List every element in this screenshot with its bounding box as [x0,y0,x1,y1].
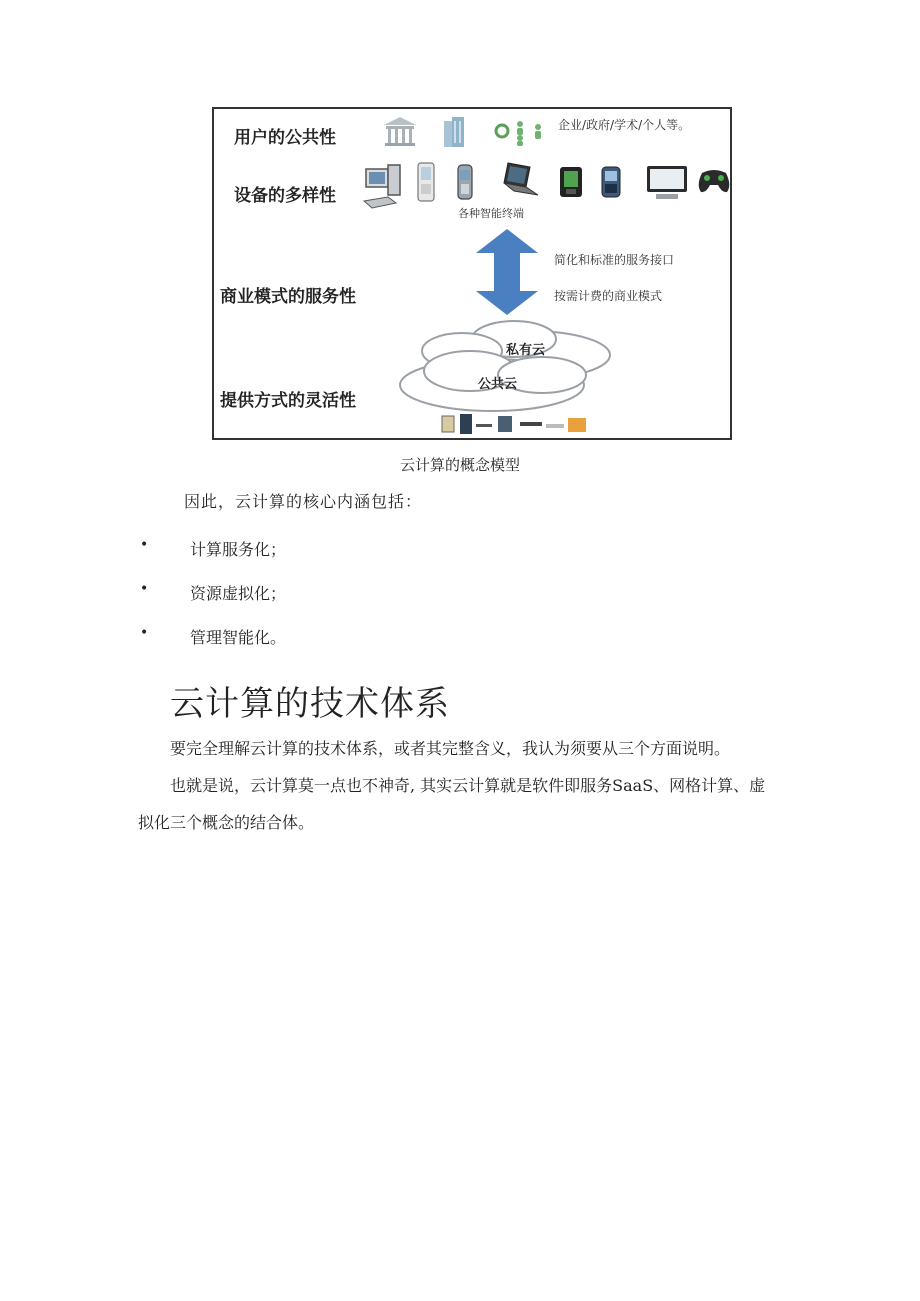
list-item [0,581,920,605]
section-heading: 云计算的技术体系 [170,684,450,724]
list-item-text: 管理智能化。 [190,628,287,647]
intro-sentence: 因此，云计算的核心内涵包括： [184,492,423,511]
row-label-user-publicity: 用户的公共性 [234,128,336,148]
service-interface-note: 简化和标准的服务接口 [554,253,675,267]
server-hardware-icon [438,412,598,436]
private-cloud-label: 私有云 [506,343,546,358]
smart-terminals-note: 各种智能终端 [458,207,524,220]
list-item [0,625,920,649]
laptop-icon [500,161,540,199]
list-item [0,537,920,561]
list-item-text: 资源虚拟化； [190,584,287,603]
paragraph-1: 要完全理解云计算的技术体系，或者其完整含义，我认为须要从三个方面说明。 [170,739,731,758]
handheld-device-icon [558,165,584,199]
tv-monitor-icon [644,163,690,203]
cloud-illustration [392,315,622,421]
row-label-delivery-flexibility: 提供方式的灵活性 [220,391,356,411]
billing-model-note: 按需计费的商业模式 [554,289,663,303]
people-group-icon [494,115,546,147]
game-controller-icon [696,165,732,195]
office-tower-icon [440,115,468,149]
mobile-phone-icon [456,163,474,201]
paragraph-2-line-2: 拟化三个概念的结合体。 [138,813,315,832]
desktop-pc-icon [362,161,408,211]
cloud-concept-model-figure [212,107,732,440]
pda-device-icon [414,161,438,205]
list-item-text: 计算服务化； [190,540,287,559]
bullet-icon: • [140,537,149,553]
row-label-device-diversity: 设备的多样性 [234,186,336,206]
figure-caption: 云计算的概念模型 [399,456,520,474]
government-building-icon [380,115,420,149]
bullet-icon: • [140,625,149,641]
public-cloud-label: 公共云 [478,377,518,392]
bullet-icon: • [140,581,149,597]
double-arrow-icon [472,227,542,317]
paragraph-2-line-1: 也就是说，云计算莫一点也不神奇, 其实云计算就是软件即服务SaaS、网格计算、虚 [170,776,766,795]
smartphone-icon [600,165,622,199]
user-types-note: 企业/政府/学术/个人等。 [558,118,691,132]
row-label-business-service: 商业模式的服务性 [220,287,356,307]
